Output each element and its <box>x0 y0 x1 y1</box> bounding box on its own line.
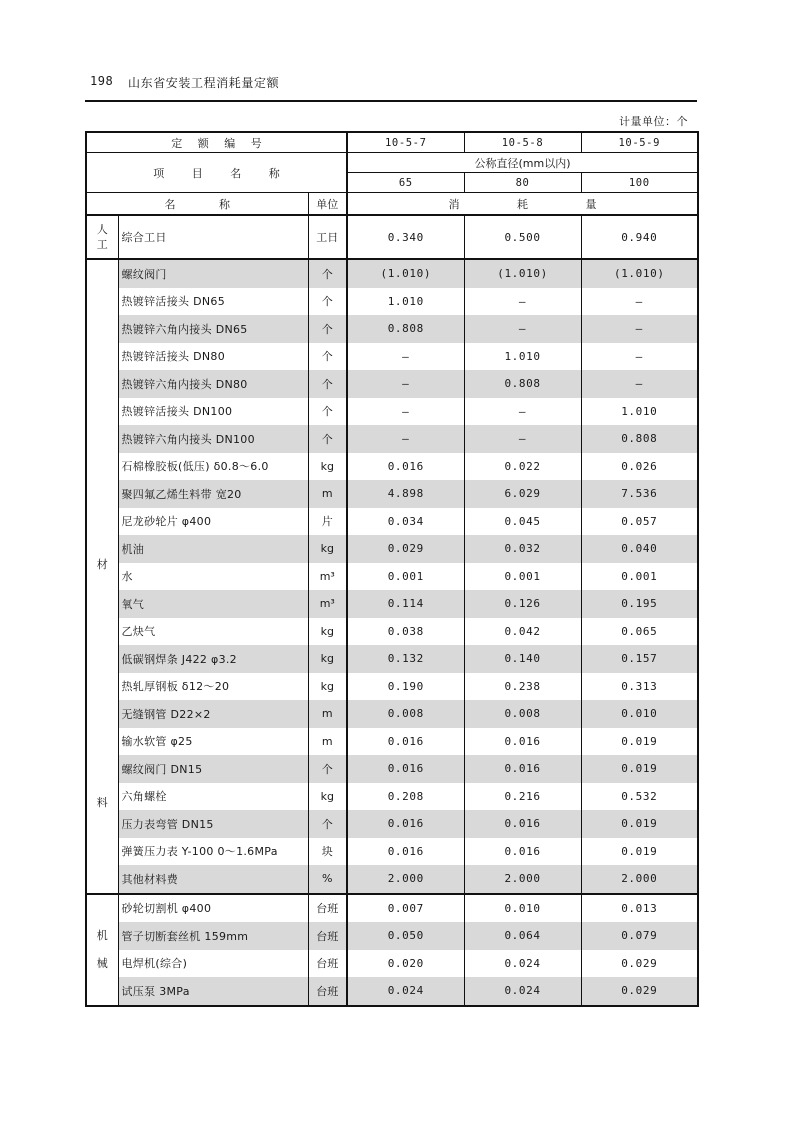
consumption-value: 0.132 <box>347 645 464 673</box>
materials-row <box>86 700 698 728</box>
consumption-value: 0.016 <box>347 728 464 756</box>
consumption-column-header: 消 耗 量 <box>347 193 698 216</box>
materials-row <box>86 425 698 453</box>
materials-category-char: 料 <box>96 796 108 810</box>
consumption-value: 0.016 <box>347 755 464 783</box>
item-name: 无缝钢管 D22×2 <box>118 700 308 728</box>
consumption-value: 2.000 <box>581 865 698 894</box>
page-number: 198 <box>90 74 114 88</box>
item-name-row <box>86 153 698 173</box>
consumption-value: 0.013 <box>581 894 698 923</box>
materials-row <box>86 508 698 536</box>
machinery-row <box>86 894 698 923</box>
item-name: 氧气 <box>118 590 308 618</box>
materials-category-char: 材 <box>96 558 108 572</box>
item-unit: m³ <box>308 563 347 591</box>
item-name: 砂轮切割机 φ400 <box>118 894 308 923</box>
consumption-value: 0.808 <box>581 425 698 453</box>
materials-row <box>86 343 698 371</box>
item-unit: m <box>308 700 347 728</box>
item-name: 螺纹阀门 <box>118 259 308 288</box>
item-name-label: 项 目 名 称 <box>86 153 347 193</box>
item-unit: kg <box>308 453 347 481</box>
consumption-value: 2.000 <box>464 865 581 894</box>
materials-category-cell <box>86 259 118 894</box>
consumption-value: — <box>464 425 581 453</box>
consumption-value: 0.029 <box>347 535 464 563</box>
item-name: 机油 <box>118 535 308 563</box>
consumption-value: 0.029 <box>581 977 698 1006</box>
labor-category-char: 工 <box>96 238 108 251</box>
consumption-value: (1.010) <box>464 259 581 288</box>
materials-row <box>86 590 698 618</box>
consumption-value: 0.126 <box>464 590 581 618</box>
consumption-value: — <box>347 425 464 453</box>
item-unit: 工日 <box>308 215 347 259</box>
materials-row <box>86 370 698 398</box>
book-title: 山东省安装工程消耗量定额 <box>128 76 280 90</box>
item-unit: 台班 <box>308 922 347 950</box>
consumption-value: 0.532 <box>581 783 698 811</box>
consumption-value: 0.019 <box>581 838 698 866</box>
consumption-value: 0.057 <box>581 508 698 536</box>
item-name: 低碳钢焊条 J422 φ3.2 <box>118 645 308 673</box>
item-unit: 台班 <box>308 894 347 923</box>
item-name: 聚四氟乙烯生料带 宽20 <box>118 480 308 508</box>
consumption-value: — <box>347 398 464 426</box>
materials-row <box>86 453 698 481</box>
item-unit: 片 <box>308 508 347 536</box>
item-unit: kg <box>308 618 347 646</box>
consumption-value: 0.001 <box>581 563 698 591</box>
item-unit: 台班 <box>308 977 347 1006</box>
consumption-value: 0.040 <box>581 535 698 563</box>
consumption-value: 0.808 <box>347 315 464 343</box>
consumption-value: 0.016 <box>464 755 581 783</box>
consumption-value: 0.024 <box>347 977 464 1006</box>
consumption-value: 0.001 <box>347 563 464 591</box>
consumption-value: 0.038 <box>347 618 464 646</box>
machinery-category-char: 械 <box>96 956 108 970</box>
consumption-value: 4.898 <box>347 480 464 508</box>
diameter-value: 65 <box>347 173 464 193</box>
materials-row <box>86 315 698 343</box>
consumption-value: 7.536 <box>581 480 698 508</box>
materials-row <box>86 838 698 866</box>
consumption-value: — <box>581 370 698 398</box>
consumption-value: 0.010 <box>464 894 581 923</box>
materials-row <box>86 865 698 894</box>
consumption-value: 0.808 <box>464 370 581 398</box>
consumption-value: 0.024 <box>464 977 581 1006</box>
consumption-value: — <box>464 315 581 343</box>
consumption-value: 0.010 <box>581 700 698 728</box>
consumption-value: 0.022 <box>464 453 581 481</box>
item-unit: kg <box>308 645 347 673</box>
consumption-value: 0.208 <box>347 783 464 811</box>
item-unit: 个 <box>308 315 347 343</box>
column-header-row <box>86 193 698 216</box>
item-name: 试压泵 3MPa <box>118 977 308 1006</box>
consumption-value: 0.190 <box>347 673 464 701</box>
consumption-value: 0.029 <box>581 950 698 978</box>
diameter-value: 80 <box>464 173 581 193</box>
item-name: 乙炔气 <box>118 618 308 646</box>
item-unit: 个 <box>308 810 347 838</box>
item-unit: 个 <box>308 288 347 316</box>
consumption-value: 0.016 <box>347 810 464 838</box>
consumption-value: 0.019 <box>581 810 698 838</box>
consumption-value: 0.065 <box>581 618 698 646</box>
quota-code: 10-5-8 <box>464 132 581 153</box>
consumption-value: 1.010 <box>464 343 581 371</box>
item-name: 六角螺栓 <box>118 783 308 811</box>
consumption-value: 0.001 <box>464 563 581 591</box>
consumption-value: (1.010) <box>581 259 698 288</box>
consumption-value: — <box>464 288 581 316</box>
diameter-label: 公称直径(mm以内) <box>347 153 698 173</box>
materials-row <box>86 618 698 646</box>
consumption-value: 2.000 <box>347 865 464 894</box>
consumption-value: 0.064 <box>464 922 581 950</box>
table-header <box>86 132 698 215</box>
materials-row <box>86 259 698 288</box>
item-name: 热镀锌六角内接头 DN100 <box>118 425 308 453</box>
consumption-value: 0.020 <box>347 950 464 978</box>
diameter-value: 100 <box>581 173 698 193</box>
materials-row <box>86 645 698 673</box>
materials-row <box>86 288 698 316</box>
materials-row <box>86 755 698 783</box>
consumption-value: 0.940 <box>581 215 698 259</box>
consumption-value: — <box>581 343 698 371</box>
item-unit: m <box>308 728 347 756</box>
consumption-value: 0.042 <box>464 618 581 646</box>
item-name: 水 <box>118 563 308 591</box>
materials-row <box>86 783 698 811</box>
item-name: 热轧厚钢板 δ12～20 <box>118 673 308 701</box>
labor-row <box>86 215 698 259</box>
item-name: 热镀锌活接头 DN65 <box>118 288 308 316</box>
consumption-value: 0.238 <box>464 673 581 701</box>
item-unit: 块 <box>308 838 347 866</box>
item-name: 热镀锌活接头 DN80 <box>118 343 308 371</box>
consumption-value: 6.029 <box>464 480 581 508</box>
consumption-value: 0.016 <box>464 810 581 838</box>
item-name: 尼龙砂轮片 φ400 <box>118 508 308 536</box>
machinery-row <box>86 922 698 950</box>
consumption-value: 0.050 <box>347 922 464 950</box>
consumption-value: 0.008 <box>464 700 581 728</box>
quota-code: 10-5-9 <box>581 132 698 153</box>
materials-row <box>86 728 698 756</box>
quota-code: 10-5-7 <box>347 132 464 153</box>
consumption-value: 0.019 <box>581 728 698 756</box>
item-name: 综合工日 <box>118 215 308 259</box>
consumption-value: 0.007 <box>347 894 464 923</box>
unit-column-header: 单位 <box>308 193 347 216</box>
consumption-value: — <box>464 398 581 426</box>
item-unit: kg <box>308 535 347 563</box>
consumption-value: 0.157 <box>581 645 698 673</box>
quota-code-row <box>86 132 698 153</box>
quota-table <box>85 131 699 1007</box>
consumption-value: 0.008 <box>347 700 464 728</box>
item-name: 热镀锌六角内接头 DN65 <box>118 315 308 343</box>
materials-row <box>86 810 698 838</box>
machinery-row <box>86 977 698 1006</box>
item-name: 热镀锌六角内接头 DN80 <box>118 370 308 398</box>
machinery-row <box>86 950 698 978</box>
consumption-value: 0.016 <box>347 838 464 866</box>
measurement-unit-note: 计量单位：个 <box>619 115 688 128</box>
item-name: 石棉橡胶板(低压) δ0.8～6.0 <box>118 453 308 481</box>
item-unit: m³ <box>308 590 347 618</box>
item-name: 管子切断套丝机 159mm <box>118 922 308 950</box>
item-unit: 个 <box>308 370 347 398</box>
consumption-value: 0.313 <box>581 673 698 701</box>
item-unit: 个 <box>308 398 347 426</box>
table-body <box>86 215 698 1006</box>
item-name: 热镀锌活接头 DN100 <box>118 398 308 426</box>
consumption-value: — <box>347 343 464 371</box>
name-column-header: 名 称 <box>86 193 308 216</box>
materials-row <box>86 535 698 563</box>
consumption-value: 0.026 <box>581 453 698 481</box>
item-name: 输水软管 φ25 <box>118 728 308 756</box>
consumption-value: 1.010 <box>581 398 698 426</box>
consumption-value: 0.016 <box>464 838 581 866</box>
consumption-value: 0.045 <box>464 508 581 536</box>
consumption-value: 0.500 <box>464 215 581 259</box>
consumption-value: 0.114 <box>347 590 464 618</box>
consumption-value: 0.140 <box>464 645 581 673</box>
consumption-value: 0.195 <box>581 590 698 618</box>
materials-row <box>86 673 698 701</box>
materials-row <box>86 398 698 426</box>
header-divider <box>85 100 697 102</box>
item-unit: 个 <box>308 425 347 453</box>
materials-row <box>86 480 698 508</box>
machinery-category-cell <box>86 894 118 1006</box>
consumption-value: 1.010 <box>347 288 464 316</box>
item-unit: 个 <box>308 755 347 783</box>
consumption-value: 0.079 <box>581 922 698 950</box>
consumption-value: — <box>581 315 698 343</box>
labor-category-cell <box>86 215 118 259</box>
consumption-value: 0.016 <box>464 728 581 756</box>
item-unit: 个 <box>308 259 347 288</box>
item-unit: % <box>308 865 347 894</box>
consumption-value: — <box>347 370 464 398</box>
consumption-value: (1.010) <box>347 259 464 288</box>
labor-category-char: 人 <box>96 223 108 236</box>
machinery-category-char: 机 <box>96 928 108 942</box>
consumption-value: 0.216 <box>464 783 581 811</box>
consumption-value: 0.032 <box>464 535 581 563</box>
item-name: 弹簧压力表 Y-100 0～1.6MPa <box>118 838 308 866</box>
item-name: 压力表弯管 DN15 <box>118 810 308 838</box>
consumption-value: 0.340 <box>347 215 464 259</box>
item-unit: kg <box>308 783 347 811</box>
quota-code-label: 定 额 编 号 <box>86 132 347 153</box>
materials-row <box>86 563 698 591</box>
item-unit: m <box>308 480 347 508</box>
item-unit: 台班 <box>308 950 347 978</box>
item-name: 其他材料费 <box>118 865 308 894</box>
item-name: 螺纹阀门 DN15 <box>118 755 308 783</box>
item-unit: kg <box>308 673 347 701</box>
consumption-value: — <box>581 288 698 316</box>
item-name: 电焊机(综合) <box>118 950 308 978</box>
consumption-value: 0.024 <box>464 950 581 978</box>
consumption-value: 0.016 <box>347 453 464 481</box>
consumption-value: 0.034 <box>347 508 464 536</box>
consumption-value: 0.019 <box>581 755 698 783</box>
item-unit: 个 <box>308 343 347 371</box>
